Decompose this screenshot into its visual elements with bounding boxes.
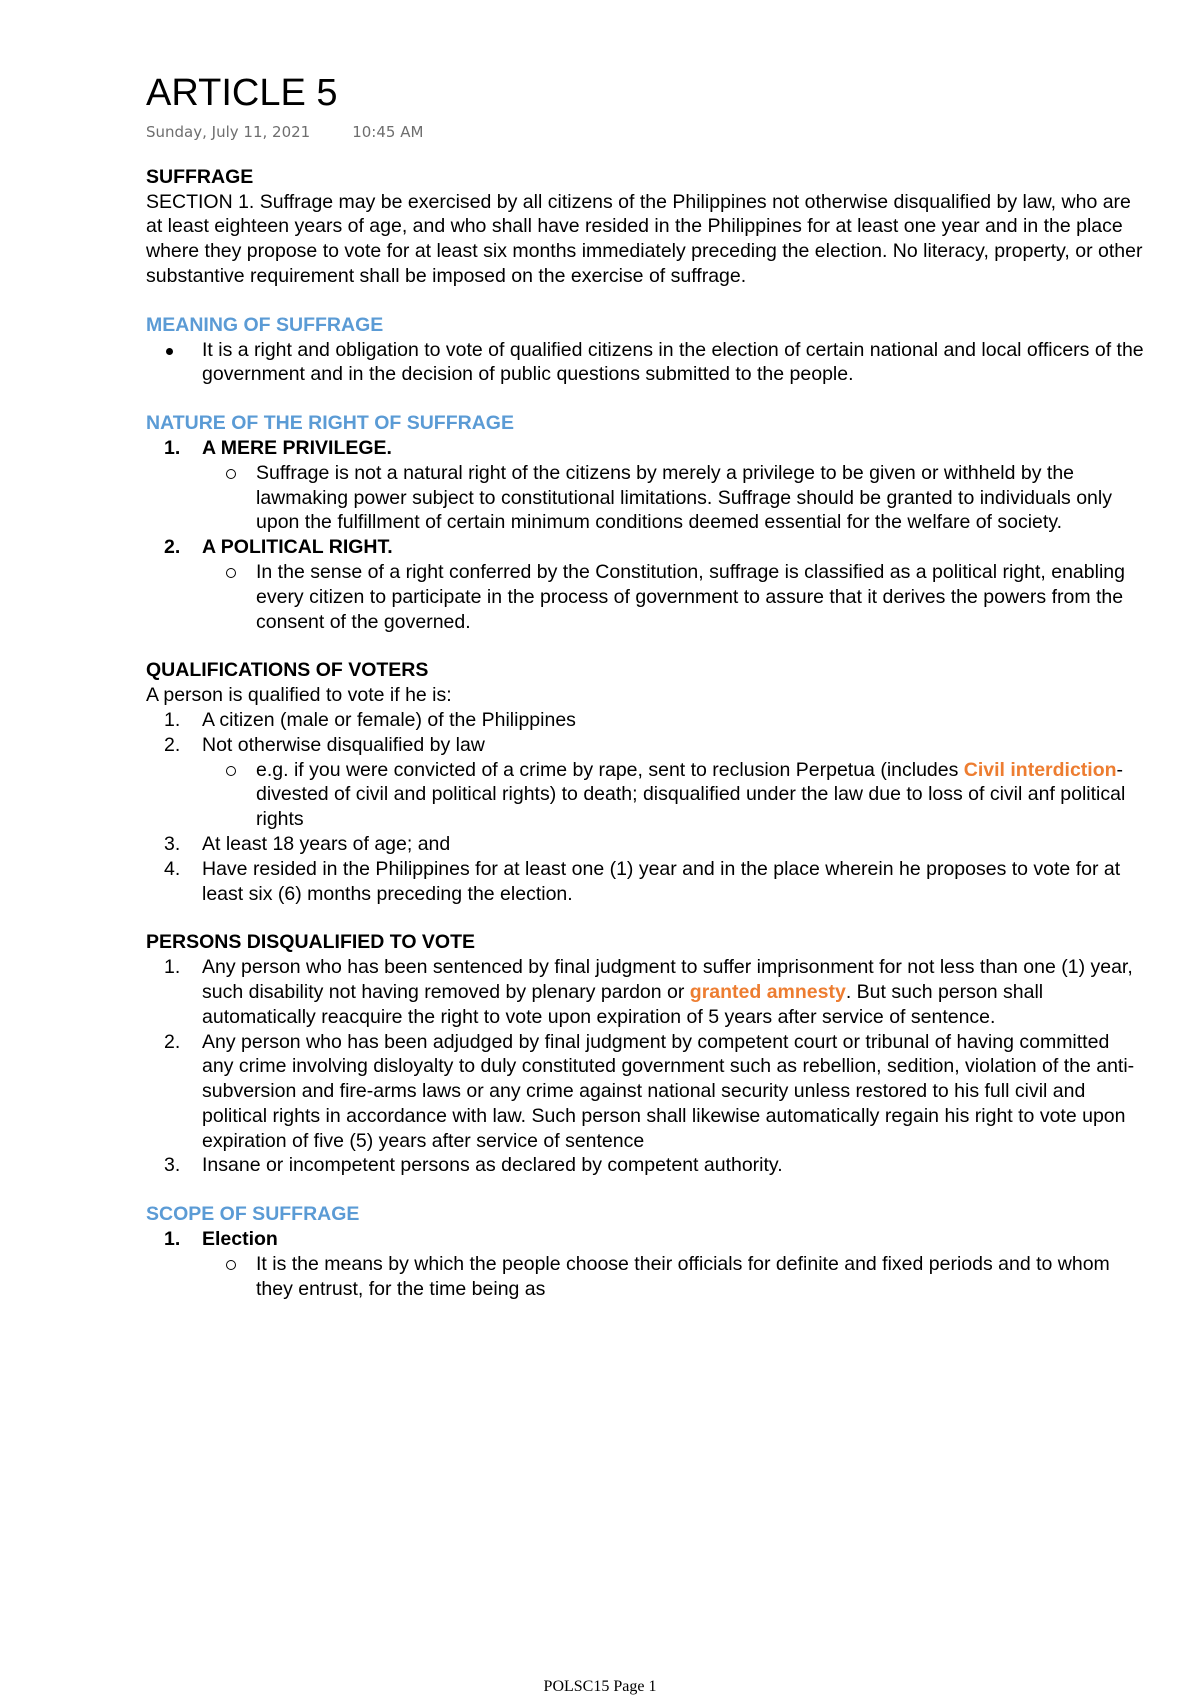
note-date: Sunday, July 11, 2021 <box>146 123 311 141</box>
qualification-text: A citizen (male or female) of the Philippines <box>202 708 576 731</box>
bullet-icon <box>166 348 173 355</box>
list-item <box>146 857 1146 907</box>
heading-disqualified: PERSONS DISQUALIFIED TO VOTE <box>146 931 476 954</box>
highlight-civil-interdiction: Civil interdiction <box>963 758 1117 781</box>
heading-suffrage: SUFFRAGE <box>146 165 254 188</box>
text-run: -divested of civil and political rights) to death; disqualified under the law due to loss of civil anf political rights <box>256 758 1126 831</box>
nature-item-detail: In the sense of a right conferred by the Constitution, suffrage is classified as a political right, enabling every citizen to participate in the process of government to assure that it derives the powers from the consent of the governed. <box>256 560 1125 633</box>
heading-scope: SCOPE OF SUFFRAGE <box>146 1203 360 1226</box>
list-number: 1. <box>164 956 181 979</box>
heading-meaning: MEANING OF SUFFRAGE <box>146 313 384 336</box>
heading-qualifications: QUALIFICATIONS OF VOTERS <box>146 659 429 682</box>
meaning-text: It is a right and obligation to vote of qualified citizens in the election of certain national and local officers of the government and in the decision of public questions submitted to the people. <box>202 338 1144 386</box>
circle-bullet-icon <box>226 1260 236 1270</box>
circle-bullet-icon <box>226 766 236 776</box>
scope-item-detail: It is the means by which the people choose their officials for definite and fixed periods and to whom they entrust, for the time being as <box>256 1252 1110 1300</box>
qualifications-intro: A person is qualified to vote if he is: <box>146 684 452 707</box>
list-item <box>146 461 1146 535</box>
qualification-text: Have resided in the Philippines for at least one (1) year and in the place wherein he proposes to vote for at least six (6) months preceding the election. <box>202 857 1121 905</box>
nature-item-title: A POLITICAL RIGHT. <box>202 536 393 559</box>
list-number: 4. <box>164 857 181 880</box>
list-number: 1. <box>164 708 181 731</box>
list-item <box>146 1030 1146 1154</box>
nature-item-detail: Suffrage is not a natural right of the citizens by merely a privilege to be given or withheld by the lawmaking power subject to constitutional limitations. Suffrage should be granted to individuals only upon the fulfillment of certain minimum conditions deemed essential for the welfare of society. <box>256 461 1112 534</box>
heading-nature: NATURE OF THE RIGHT OF SUFFRAGE <box>146 412 514 435</box>
disqualified-text <box>202 956 1133 1028</box>
list-number: 2. <box>164 733 181 756</box>
qualification-subtext <box>256 759 1125 831</box>
page-footer: POLSC15 Page 1 <box>543 1678 657 1695</box>
list-item <box>146 436 1146 461</box>
text-run: e.g. if you were convicted of a crime by rape, sent to reclusion Perpetua (includes <box>256 758 964 781</box>
list-number: 1. <box>164 436 181 459</box>
list-number: 1. <box>164 1228 181 1251</box>
list-item <box>146 1153 1146 1178</box>
disqualified-text: Any person who has been adjudged by final judgment by competent court or tribunal of having committed any crime involving disloyalty to duly constituted government such as rebellion, sedition, violation of the anti-subversion and fire-arms laws or any crime against national security unless restored to his full civil and political rights in accordance with law. Such person shall likewise automatically regain his right to vote upon expiration of five (5) years after service of sentence <box>202 1030 1135 1152</box>
list-item <box>146 1227 1146 1252</box>
list-item <box>146 560 1146 634</box>
list-number: 2. <box>164 1030 181 1053</box>
section-1-text: SECTION 1. Suffrage may be exercised by all citizens of the Philippines not otherwise disqualified by law, who are at least eighteen years of age, and who shall have resided in the Philippines for at least one year and in the place where they propose to vote for at least six months immediately preceding the election. No literacy, property, or other substantive requirement shall be imposed on the exercise of suffrage. <box>146 190 1143 287</box>
list-item <box>146 955 1146 1029</box>
note-timestamp <box>146 120 1146 145</box>
disqualified-text: Insane or incompetent persons as declared by competent authority. <box>202 1154 783 1177</box>
note-content <box>146 70 1146 1301</box>
list-item <box>146 338 1146 388</box>
list-item <box>146 708 1146 733</box>
qualification-text: At least 18 years of age; and <box>202 832 451 855</box>
list-item <box>146 733 1146 758</box>
note-time: 10:45 AM <box>352 123 424 141</box>
list-item <box>146 1252 1146 1302</box>
highlight-granted-amnesty: granted amnesty <box>689 980 846 1003</box>
list-number: 2. <box>164 536 181 559</box>
nature-item-title: A MERE PRIVILEGE. <box>202 436 392 459</box>
circle-bullet-icon <box>226 469 236 479</box>
list-item <box>146 535 1146 560</box>
scope-item-title: Election <box>202 1228 278 1251</box>
circle-bullet-icon <box>226 568 236 578</box>
list-item <box>146 758 1146 832</box>
qualification-text: Not otherwise disqualified by law <box>202 733 485 756</box>
page-title: ARTICLE 5 <box>146 72 338 114</box>
text-run: . But such person shall automatically reacquire the right to vote upon expiration of 5 years after service of sentence. <box>202 980 1044 1028</box>
text-run: Any person who has been sentenced by final judgment to suffer imprisonment for not less than one (1) year, such disability not having removed by plenary pardon or <box>202 956 1133 1003</box>
list-item <box>146 832 1146 857</box>
list-number: 3. <box>164 1154 181 1177</box>
list-number: 3. <box>164 832 181 855</box>
